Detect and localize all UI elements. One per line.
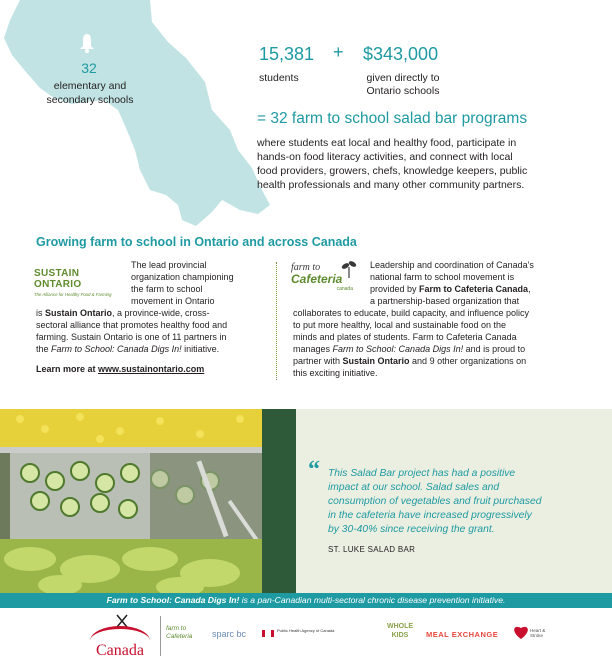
students-label: students xyxy=(259,72,299,84)
ftc-footer-logo: farm to Cafeteria xyxy=(166,625,193,640)
canada-flag-icon xyxy=(262,630,274,637)
public-health-logo: Public Health Agency of Canada xyxy=(277,628,335,633)
meal-exchange-logo: MEAL EXCHANGE xyxy=(426,630,499,639)
column-divider xyxy=(276,262,277,380)
sustain-ontario-logo-text: SUSTAIN ONTARIO xyxy=(34,268,82,290)
quote-line: by 30-40% since receiving the grant. xyxy=(328,524,495,535)
quote-line: consumption of vegetables and fruit purchased xyxy=(328,496,542,507)
ftc-logo-text-2: Cafeteria xyxy=(291,272,343,286)
initiative-banner xyxy=(0,593,612,608)
sustain-ontario-logo-tagline: The Alliance for Healthy Food & Farming xyxy=(34,292,112,297)
ftc-line: Leadership and coordination of Canada's xyxy=(370,260,534,270)
quote-mark-icon: “ xyxy=(308,457,320,483)
students-number: 15,381 xyxy=(259,44,315,64)
map-stat-label: elementary and secondary schools xyxy=(46,80,134,106)
sustain-line: sectoral alliance that promotes healthy food and xyxy=(36,320,228,330)
sprout-icon xyxy=(341,260,357,278)
ftc-logo-text-3: canada xyxy=(336,286,353,292)
sustain-ontario-link[interactable]: www.sustainontario.com xyxy=(98,364,205,374)
quote-line: impact at our school. Salad sales and xyxy=(328,482,500,493)
sparc-bc-logo: sparc bc xyxy=(212,629,247,639)
ftc-bold: Farm to Cafeteria Canada xyxy=(419,284,529,294)
sustain-line: movement in Ontario xyxy=(131,296,215,306)
banner-text: is a pan-Canadian multi-sectoral chronic disease prevention initiative. xyxy=(239,595,506,605)
whole-kids-logo: WHOLE KIDS xyxy=(386,623,414,639)
description-line: health professionals and many other community partners. xyxy=(257,179,525,191)
ftc-line: national farm to school movement is xyxy=(370,272,515,282)
money-label-line2: Ontario schools xyxy=(366,85,440,97)
sustain-line: organization championing xyxy=(131,272,234,282)
heart-stroke-text: Heart & Stroke xyxy=(530,628,546,638)
ftc-line: collaborates to educate, build capacity, and influence policy xyxy=(293,308,529,318)
heart-icon xyxy=(512,624,530,640)
sustain-line-initiative: the Farm to School: Canada Digs In! initiative. xyxy=(36,344,220,354)
ftc-line: this exciting initiative. xyxy=(293,368,378,378)
footer-divider xyxy=(160,616,161,656)
partner-logos-footer xyxy=(0,608,612,660)
sustain-line-is: is Sustain Ontario, a province-wide, cross- xyxy=(36,308,210,318)
banner-italic-title: Farm to School: Canada Digs In! xyxy=(106,595,240,605)
heart-stroke-logo xyxy=(512,624,552,642)
description-line: where students eat local and healthy food, participate in xyxy=(257,137,517,149)
ftc-logo-text-1: farm to xyxy=(291,262,321,273)
canada-logo-text: Canada xyxy=(96,642,144,659)
quote-source: ST. LUKE SALAD BAR xyxy=(328,545,416,554)
ftc-line: minds and plates of students. Farm to Cafeteria Canada xyxy=(293,332,517,342)
ftc-line-manages: manages Farm to School: Canada Digs In! and is proud to xyxy=(293,344,526,354)
equation-heading: = 32 farm to school salad bar programs xyxy=(257,110,528,127)
ftc-line-provided: provided by Farm to Cafeteria Canada, xyxy=(370,284,531,294)
description-line: hands-on food literacy activities, and connect with local xyxy=(257,151,513,163)
ftc-line-partner: partner with Sustain Ontario and 9 other organizations on xyxy=(293,356,527,366)
canada-digs-in-logo xyxy=(84,614,158,660)
description-line: food providers, growers, chefs, knowledge keepers, public xyxy=(257,165,528,177)
sustain-ontario-bold: Sustain Ontario xyxy=(45,308,113,318)
farm-to-cafeteria-logo xyxy=(291,262,363,302)
money-label-line1: given directly to xyxy=(366,72,440,84)
sustain-line: farming. Sustain Ontario is one of 11 partners in xyxy=(36,332,227,342)
learn-more-line: Learn more at www.sustainontario.com xyxy=(36,364,205,374)
quote-box xyxy=(296,409,612,593)
salad-bar-photo xyxy=(0,409,296,593)
ftc-line: to put more healthy, local and sustainable food on the xyxy=(293,320,506,330)
map-stat-number: 32 xyxy=(81,60,97,76)
quote-line: in the cafeteria have increased progressively xyxy=(328,510,532,521)
ontario-map-shape xyxy=(4,0,270,226)
sustain-ontario-logo xyxy=(34,268,126,296)
sustain-line: The lead provincial xyxy=(131,260,207,270)
section-heading: Growing farm to school in Ontario and across Canada xyxy=(36,235,357,249)
plus-sign: + xyxy=(333,42,344,62)
money-number: $343,000 xyxy=(363,44,439,64)
salad-bar-illustration xyxy=(0,409,296,593)
ftc-line: a partnership-based organization that xyxy=(370,296,520,306)
sustain-line: the farm to school xyxy=(131,284,203,294)
quote-line: This Salad Bar project has had a positive xyxy=(328,468,516,479)
